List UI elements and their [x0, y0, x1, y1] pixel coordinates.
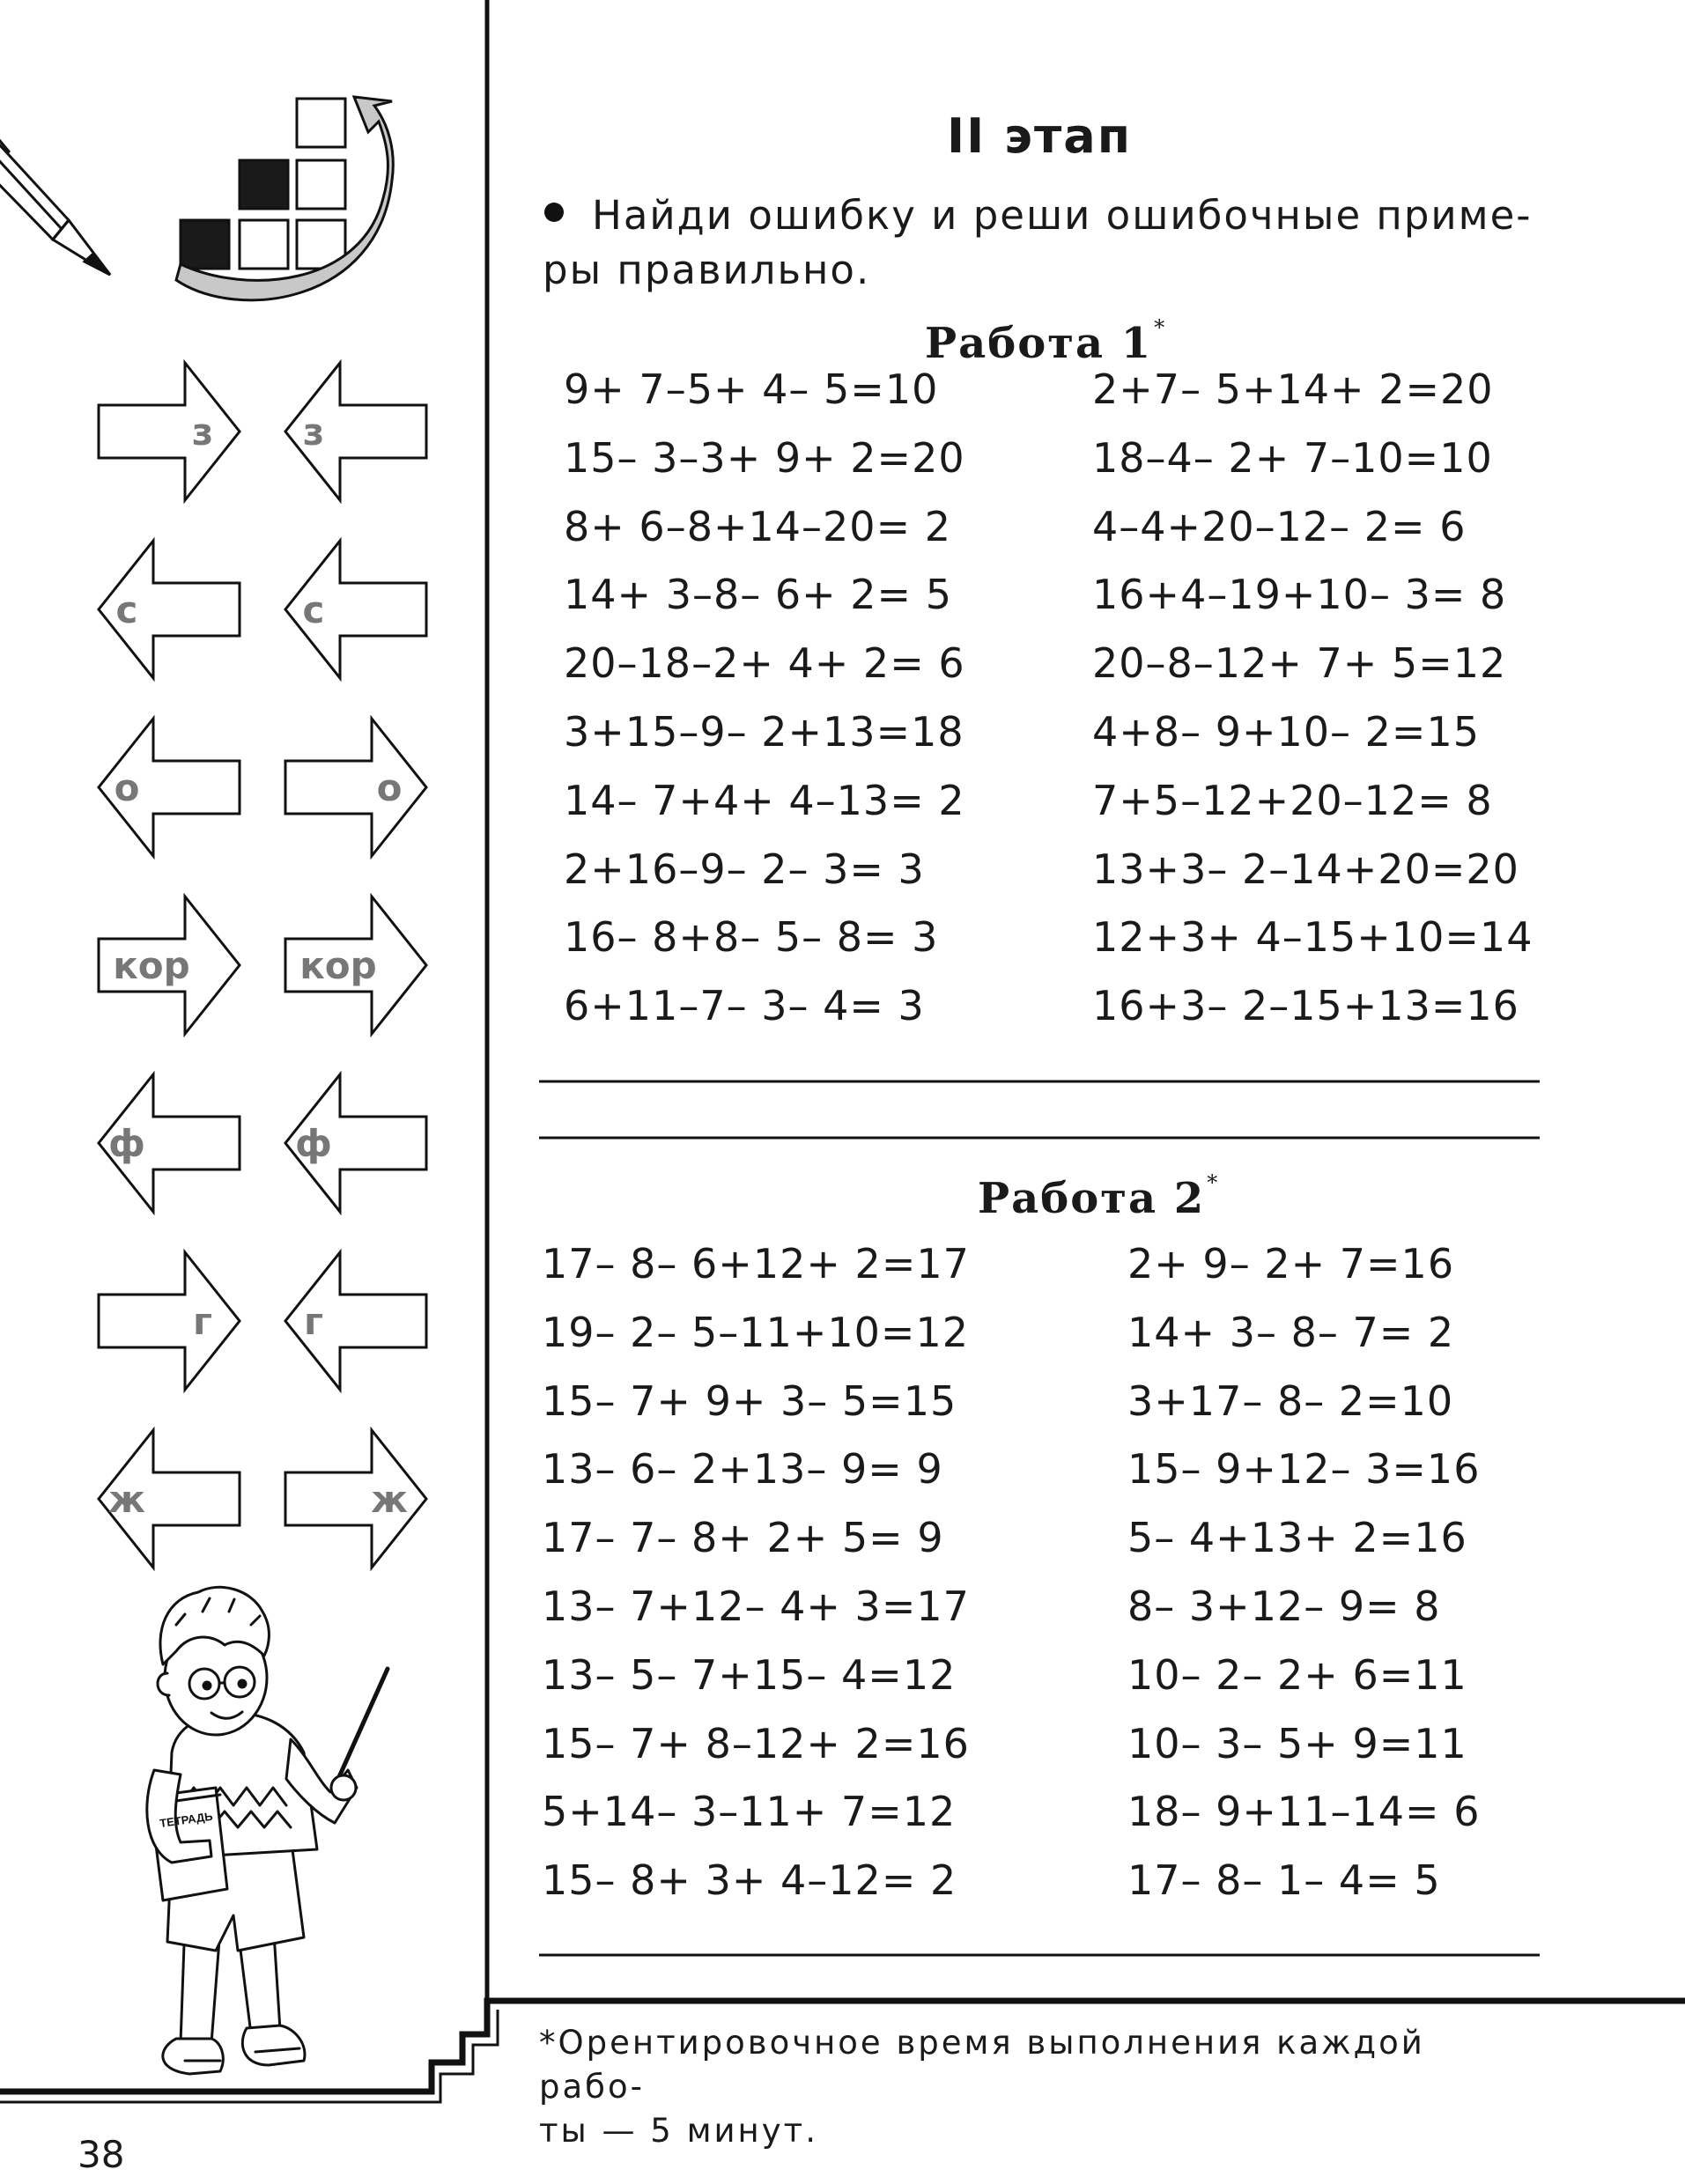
work2-left-equation: 13– 6– 2+13– 9= 9 — [542, 1445, 943, 1494]
work2-left-equation: 13– 5– 7+15– 4=12 — [542, 1650, 957, 1699]
arrow-letter: о — [376, 766, 403, 809]
work1-left-equation: 2+16–9– 2– 3= 3 — [564, 845, 925, 893]
arrow-letter: кор — [113, 944, 190, 987]
arrow-letter: о — [114, 766, 140, 809]
arrow-letter: з — [302, 410, 325, 454]
work1-footnote-mark: * — [1154, 315, 1167, 340]
work2-left-equation: 5+14– 3–11+ 7=12 — [542, 1788, 957, 1836]
pencil-icon — [0, 141, 110, 275]
work2-left-equation: 15– 8+ 3+ 4–12= 2 — [542, 1856, 957, 1905]
work2-right-equation: 15– 9+12– 3=16 — [1127, 1445, 1481, 1494]
work1-left-equation: 20–18–2+ 4+ 2= 6 — [564, 639, 965, 688]
arrow-letter: г — [193, 1300, 212, 1343]
work1-left-equation: 14– 7+4+ 4–13= 2 — [564, 776, 965, 824]
footnote-line-1: *Орентировочное время выполнения каждой рабо- — [539, 2024, 1425, 2106]
arrow-letter: кор — [299, 944, 377, 987]
work2-right-equation: 5– 4+13+ 2=16 — [1127, 1514, 1467, 1562]
work1-title: Работа 1* — [925, 315, 1167, 368]
arrow-letter: с — [115, 588, 138, 631]
work2-left-equation: 17– 8– 6+12+ 2=17 — [542, 1240, 970, 1288]
work2-left-equation: 19– 2– 5–11+10=12 — [542, 1308, 969, 1356]
work1-left-equation: 14+ 3–8– 6+ 2= 5 — [564, 571, 952, 619]
work2-right-equation: 18– 9+11–14= 6 — [1127, 1788, 1481, 1836]
work2-right-equation: 17– 8– 1– 4= 5 — [1127, 1856, 1441, 1905]
arrow-right-icon — [99, 363, 240, 500]
steps-squares-icon — [181, 99, 345, 269]
work2-left-equation: 13– 7+12– 4+ 3=17 — [542, 1583, 970, 1630]
work1-left-equation: 3+15–9– 2+13=18 — [564, 708, 964, 756]
work2-right-equation: 10– 3– 5+ 9=11 — [1127, 1719, 1467, 1767]
arrow-letter: с — [302, 588, 325, 631]
arrow-letter: ф — [295, 1122, 332, 1165]
work2-footnote-mark: * — [1207, 1170, 1220, 1195]
work2-right-equation: 2+ 9– 2+ 7=16 — [1127, 1240, 1455, 1288]
footnote — [539, 2021, 1543, 2153]
arrow-letter: г — [304, 1300, 323, 1343]
work2-right-equation: 10– 2– 2+ 6=11 — [1127, 1650, 1467, 1699]
notebook-label: ТЕТРАДЬ — [159, 1809, 214, 1830]
work1-right-equation: 7+5–12+20–12= 8 — [1092, 776, 1493, 824]
work1-left-equation: 8+ 6–8+14–20= 2 — [564, 502, 952, 550]
work1-right-equation: 18–4– 2+ 7–10=10 — [1092, 433, 1493, 482]
stage-title: II этап — [947, 108, 1133, 164]
work2-left-equation: 15– 7+ 8–12+ 2=16 — [542, 1719, 970, 1767]
work1-left-equation: 9+ 7–5+ 4– 5=10 — [564, 365, 939, 413]
work1-right-equation: 20–8–12+ 7+ 5=12 — [1092, 639, 1507, 688]
work1-right-equation: 16+3– 2–15+13=16 — [1092, 982, 1519, 1030]
work1-right-equation: 4+8– 9+10– 2=15 — [1092, 708, 1481, 756]
letter-arrows — [99, 363, 426, 1568]
work2-right-equation: 3+17– 8– 2=10 — [1127, 1376, 1454, 1425]
arrow-letter: з — [191, 410, 214, 454]
bullet-icon — [544, 203, 564, 222]
work2-left-equation: 17– 7– 8+ 2+ 5= 9 — [542, 1514, 944, 1562]
work1-left-equation: 16– 8+8– 5– 8= 3 — [564, 913, 939, 962]
work2-title: Работа 2* — [978, 1170, 1220, 1223]
instruction-line-2: ры правильно. — [543, 247, 871, 293]
work2-right-equation: 8– 3+12– 9= 8 — [1127, 1583, 1441, 1630]
page-number: 38 — [78, 2133, 125, 2176]
work1-right-equation: 2+7– 5+14+ 2=20 — [1092, 365, 1494, 413]
work1-left-equation: 15– 3–3+ 9+ 2=20 — [564, 433, 965, 482]
work1-right-equation: 13+3– 2–14+20=20 — [1092, 845, 1519, 893]
work1-left-equation: 6+11–7– 3– 4= 3 — [564, 982, 925, 1030]
arrow-letter: ж — [108, 1478, 145, 1521]
work2-right-equation: 14+ 3– 8– 7= 2 — [1127, 1308, 1455, 1356]
footnote-line-2: ты — 5 минут. — [539, 2112, 818, 2150]
arrow-right-icon — [99, 1252, 240, 1390]
instruction-line-1: Найди ошибку и реши ошибочные приме- — [592, 192, 1533, 239]
arrow-letter: ф — [108, 1122, 145, 1165]
work2-left-equation: 15– 7+ 9+ 3– 5=15 — [542, 1376, 957, 1425]
work1-right-equation: 16+4–19+10– 3= 8 — [1092, 571, 1507, 619]
work1-right-equation: 12+3+ 4–15+10=14 — [1092, 913, 1533, 962]
boy-with-pointer-illustration — [147, 1587, 388, 2074]
work1-right-equation: 4–4+20–12– 2= 6 — [1092, 502, 1467, 550]
arrow-right-icon — [285, 719, 426, 856]
arrow-letter: ж — [371, 1478, 408, 1521]
